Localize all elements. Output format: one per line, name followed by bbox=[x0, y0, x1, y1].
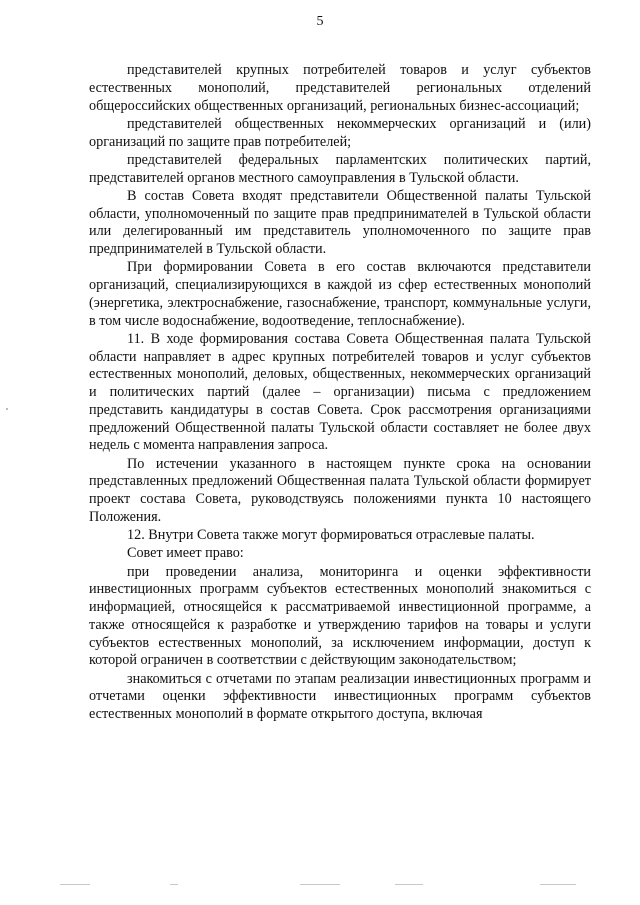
paragraph-draft-composition: По истечении указанного в настоящем пункте срока на основании представленных предложений Общественная палата Тульской области формирует проект состава Совета, руководствуясь положениями пункта 10 настоящего Положения. bbox=[89, 455, 591, 525]
scan-margin-mark bbox=[6, 408, 8, 410]
scan-bottom-artifacts bbox=[0, 884, 640, 890]
paragraph-representatives-parties: представителей федеральных парламентских политических партий, представителей органов местного самоуправления в Тульской области. bbox=[89, 151, 591, 186]
paragraph-right-information-access: при проведении анализа, мониторинга и оценки эффективности инвестиционных программ субъектов естественных монополий знакомиться с информацией, относящейся к рассматриваемой инвестиционной программе, а также относящейся к разработке и утверждению тарифов на товары и услуги субъектов естественных монополий, за исключением информации, доступ к которой ограничен в соответствии с действующим законодательством; bbox=[89, 563, 591, 669]
paragraph-representatives-consumers: представителей крупных потребителей товаров и услуг субъектов естественных монополий, представителей региональных отделений общероссийских общественных организаций, региональных бизнес-ассоциаций; bbox=[89, 62, 591, 114]
paragraph-council-formation: При формировании Совета в его состав включаются представители организаций, специализирующихся в каждой из сфер естественных монополий (энергетика, электроснабжение, газоснабжение, транспорт, коммунальные услуги, в том числе водоснабжение, водоотведение, теплоснабжение). bbox=[89, 259, 591, 329]
paragraph-clause-12: 12. Внутри Совета также могут формироваться отраслевые палаты. bbox=[127, 527, 535, 543]
paragraph-clause-11: 11. В ходе формирования состава Совета Общественная палата Тульской области направляет в адрес крупных потребителей товаров и услуг субъектов естественных монополий, деловых, общественных, некоммерческих организаций и политических партий (далее – организации) письма с предложением представить кандидатуры в состав Совета. Срок рассмотрения организациями предложений Общественной палаты Тульской области составляет не более двух недель с момента направления запроса. bbox=[89, 330, 591, 454]
paragraph-council-composition: В состав Совета входят представители Общественной палаты Тульской области, уполномоченный по защите прав предпринимателей в Тульской области или делегированный им представитель уполномоченного по защите прав предпринимателей в Тульской области. bbox=[89, 187, 591, 257]
document-body bbox=[89, 62, 591, 724]
paragraph-representatives-nonprofits: представителей общественных некоммерческих организаций и (или) организаций по защите прав потребителей; bbox=[89, 115, 591, 150]
page-number: 5 bbox=[316, 14, 324, 29]
paragraph-council-rights-heading: Совет имеет право: bbox=[127, 545, 244, 562]
paragraph-right-reports-access: знакомиться с отчетами по этапам реализации инвестиционных программ и отчетами оценки эффективности инвестиционных программ субъектов естественных монополий в формате открытого доступа, включая bbox=[89, 670, 591, 722]
